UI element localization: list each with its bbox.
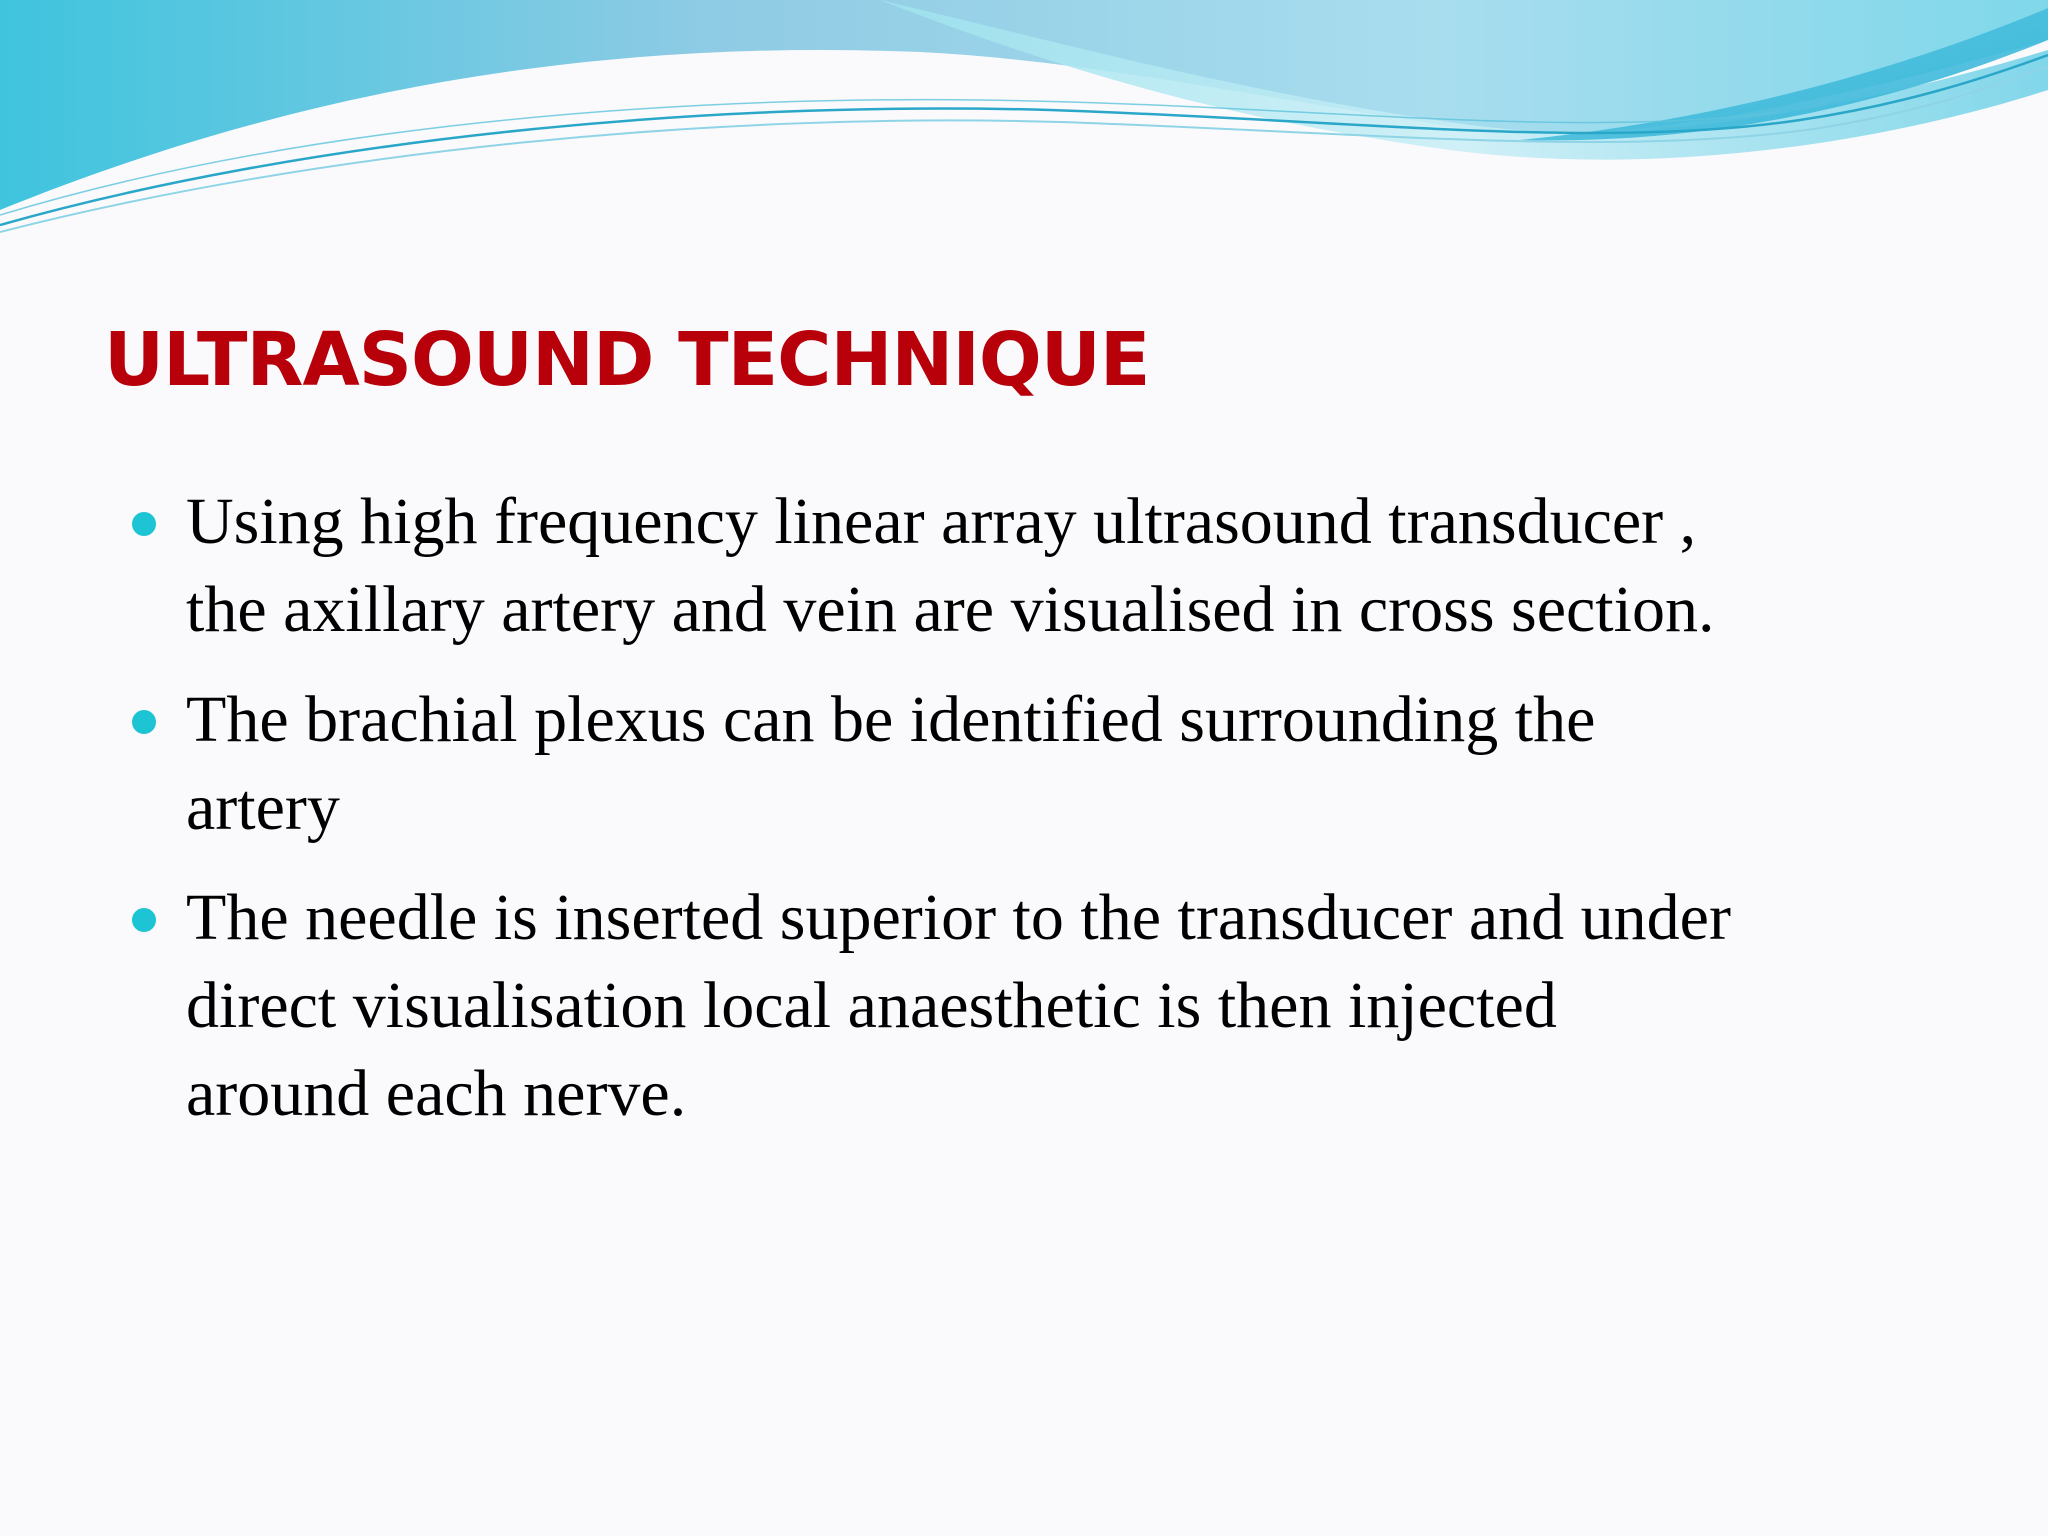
bullet-line: The brachial plexus can be identified surrounding the <box>186 683 1596 756</box>
bullet-line: artery <box>186 771 340 844</box>
bullet-item <box>186 478 1986 654</box>
bullet-dot-icon <box>132 908 156 932</box>
bullet-dot-icon <box>132 512 156 536</box>
bullet-item <box>186 874 1986 1138</box>
bullet-line: Using high frequency linear array ultrasound transducer , <box>186 485 1697 558</box>
bullet-line: the axillary artery and vein are visualised in cross section. <box>186 573 1715 646</box>
bullet-line: around each nerve. <box>186 1057 687 1130</box>
bullet-dot-icon <box>132 710 156 734</box>
bullet-line: The needle is inserted superior to the transducer and under <box>186 881 1731 954</box>
bullet-line: direct visualisation local anaesthetic is then injected <box>186 969 1557 1042</box>
bullet-list <box>186 478 1986 1160</box>
bullet-item <box>186 676 1986 852</box>
slide-title: ULTRASOUND TECHNIQUE <box>104 317 1150 403</box>
decorative-wave-header <box>0 0 2048 240</box>
